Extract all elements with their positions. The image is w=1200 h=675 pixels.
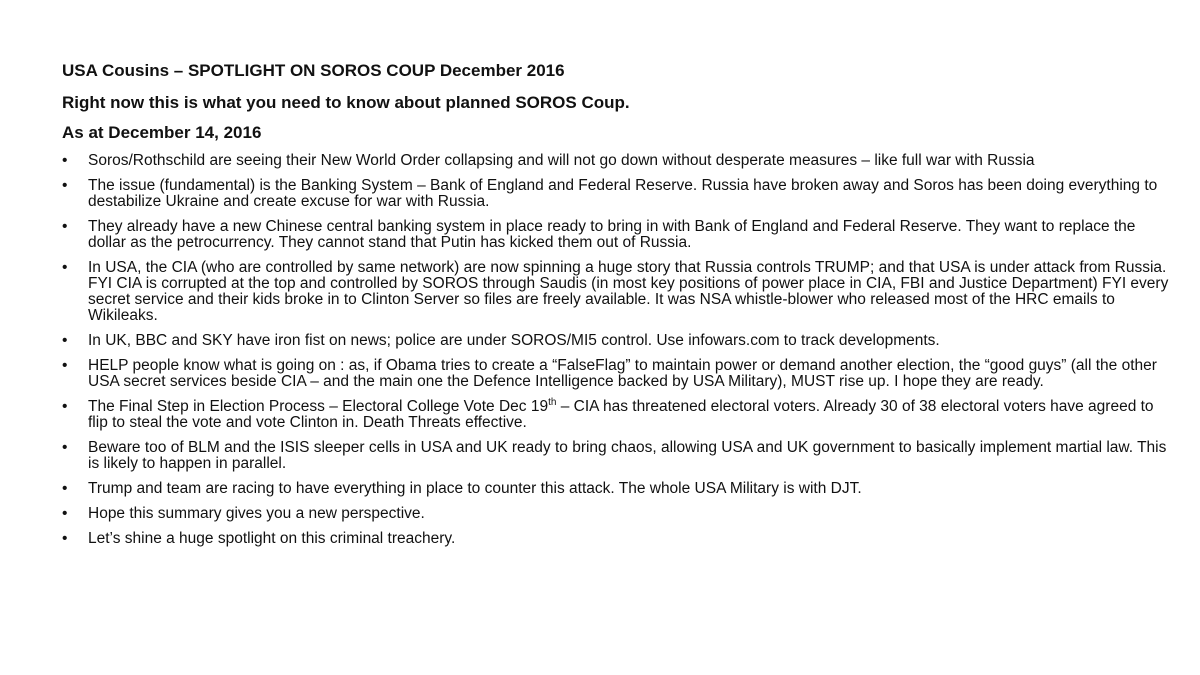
bullet-list — [62, 153, 1172, 556]
bullet-item — [62, 260, 1172, 324]
bullet-icon: • — [62, 177, 68, 194]
bullet-text: Soros/Rothschild are seeing their New World Order collapsing and will not go down without desperate measures – like full war with Russia — [88, 152, 1035, 169]
bullet-icon: • — [62, 398, 68, 415]
bullet-text: The issue (fundamental) is the Banking System – Bank of England and Federal Reserve. Russia have broken away and Soros has been doing everything to destabilize Ukraine and create excuse for war with Russia. — [88, 177, 1158, 210]
bullet-text — [88, 398, 1154, 431]
bullet-text-after: – CIA has threatened electoral voters. Already 30 of 38 electoral voters have agreed to flip to steal the vote and vote Clinton in. Death Threats effective. — [88, 398, 1154, 431]
bullet-text: In UK, BBC and SKY have iron fist on news; police are under SOROS/MI5 control. Use infowars.com to track developments. — [88, 332, 940, 349]
ordinal-suffix: th — [548, 396, 557, 408]
bullet-item — [62, 506, 1172, 522]
bullet-icon: • — [62, 505, 68, 522]
date-line: As at December 14, 2016 — [62, 123, 262, 142]
page-title: USA Cousins – SPOTLIGHT ON SOROS COUP December 2016 — [62, 61, 565, 80]
bullet-item — [62, 531, 1172, 547]
bullet-text: Trump and team are racing to have everything in place to counter this attack. The whole USA Military is with DJT. — [88, 480, 862, 497]
bullet-item — [62, 219, 1172, 251]
bullet-icon: • — [62, 259, 68, 276]
bullet-item — [62, 481, 1172, 497]
bullet-icon: • — [62, 332, 68, 349]
bullet-text: Let’s shine a huge spotlight on this criminal treachery. — [88, 530, 456, 547]
bullet-text: In USA, the CIA (who are controlled by same network) are now spinning a huge story that Russia controls TRUMP; and that USA is under attack from Russia. FYI CIA is corrupted at the top and controlled by SOROS through Saudis (in most key positions of power place in CIA, FBI and Justice Department) FYI every secret service and their kids broke in to Clinton Server so files are freely available. It was NSA whistle-blower who released most of the HRC emails to Wikileaks. — [88, 259, 1169, 324]
bullet-item — [62, 358, 1172, 390]
bullet-item — [62, 178, 1172, 210]
bullet-icon: • — [62, 152, 68, 169]
bullet-icon: • — [62, 218, 68, 235]
bullet-icon: • — [62, 480, 68, 497]
heading-block — [62, 60, 630, 152]
bullet-text: HELP people know what is going on : as, if Obama tries to create a “FalseFlag” to maintain power or demand another election, the “good guys” (all the other USA secret services beside CIA – and the main one the Defence Intelligence backed by USA Military), MUST rise up. I hope they are ready. — [88, 357, 1157, 390]
bullet-item — [62, 153, 1172, 169]
bullet-item — [62, 396, 1172, 431]
bullet-text: Hope this summary gives you a new perspective. — [88, 505, 425, 522]
bullet-text: They already have a new Chinese central banking system in place ready to bring in with Bank of England and Federal Reserve. They want to replace the dollar as the petrocurrency. They cannot stand that Putin has kicked them out of Russia. — [88, 218, 1136, 251]
bullet-icon: • — [62, 530, 68, 547]
bullet-text: Beware too of BLM and the ISIS sleeper cells in USA and UK ready to bring chaos, allowing USA and UK government to basically implement martial law. This is likely to happen in parallel. — [88, 439, 1167, 472]
bullet-icon: • — [62, 439, 68, 456]
bullet-icon: • — [62, 357, 68, 374]
bullet-text-before: The Final Step in Election Process – Electoral College Vote Dec 19 — [88, 398, 549, 415]
bullet-item — [62, 333, 1172, 349]
page-subtitle: Right now this is what you need to know about planned SOROS Coup. — [62, 93, 630, 112]
bullet-item — [62, 440, 1172, 472]
